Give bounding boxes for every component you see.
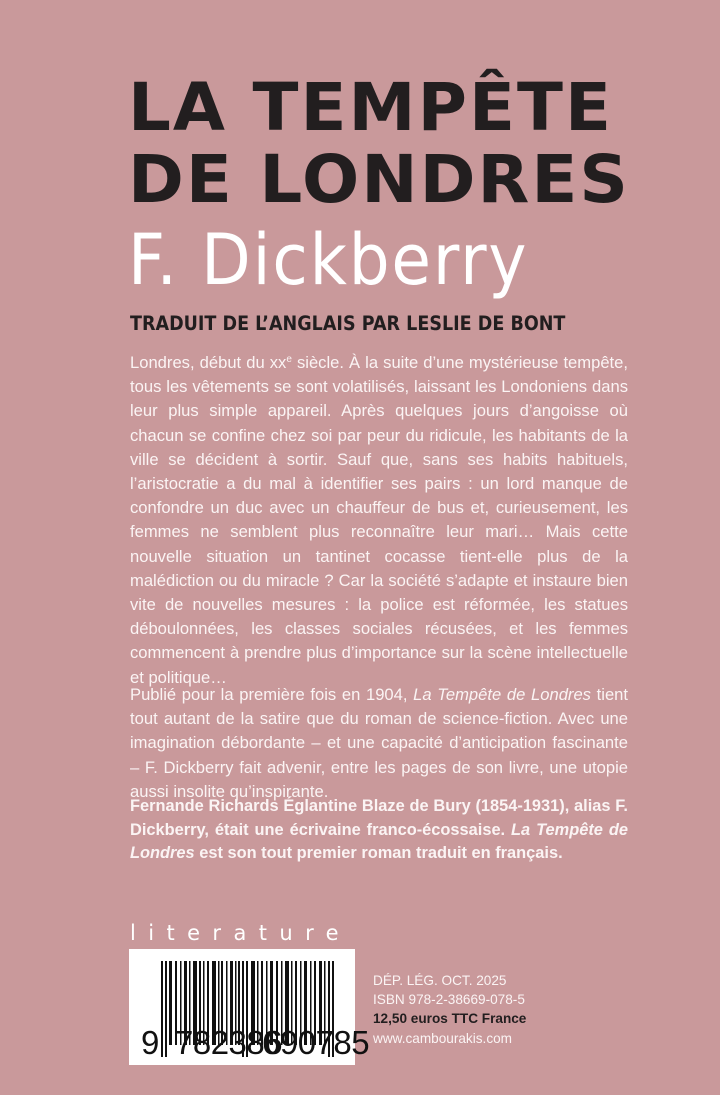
legal-info: [373, 971, 526, 1048]
isbn-text: ISBN 978-2-38669-078-5: [373, 992, 525, 1008]
collection-label: literature: [130, 921, 351, 945]
translator-credit: TRADUIT DE L’ANGLAIS PAR LESLIE DE BONT: [130, 312, 566, 335]
title-line-1: LA TEMPÊTE: [128, 69, 613, 146]
book-title: [128, 69, 658, 218]
bio-book-title: La Tempête de Londres: [130, 820, 628, 862]
price-text: 12,50 euros TTC France: [373, 1011, 527, 1027]
bio-rest: est son tout premier roman traduit en français.: [194, 844, 563, 862]
author-name: F. Dickberry: [128, 219, 529, 301]
author-bio: [130, 795, 628, 866]
blurb-p1-start: Londres, début du xx: [130, 353, 287, 372]
blurb-p2-start: Publié pour la première fois en 1904,: [130, 685, 414, 704]
blurb-p1-rest: siècle. À la suite d’une mystérieuse tempête, tous les vêtements se sont volatilisés, laissant les Londoniens dans leur plus simple appareil. Après quelques jours d’angoisse où chacun se confine chez soi par peur du ridicule, les habitants de la ville se décident à sortir. Sauf que, sans ses habits habituels, l’aristocratie a du mal à identifier ses pairs : un lord manque de confondre un duc avec un chauffeur de bus et, curieusement, les femmes ne semblent plus reconnaître leur mari… Mais cette nouvelle situation un tantinet cocasse tient-elle plus de la malédiction ou du miracle ? Car la société s’adapte et instaure bien vite de nouvelles mesures : la police est réformée, les statues déboulonnées, les classes sociales récusées, et les femmes commencent à prendre plus d’importance sur la scène intellectuelle et politique…: [130, 353, 629, 687]
barcode-group-2: 690785: [262, 1024, 370, 1061]
bio-start: Fernande Richards Églantine Blaze de Bury (1854-1931), alias F. Dickberry, était une écrivaine franco-écossaise.: [130, 797, 628, 839]
blurb-p2-book-title: La Tempête de Londres: [413, 685, 591, 704]
publisher-website: www.cambourakis.com: [373, 1030, 512, 1046]
blurb-paragraph-2: [130, 683, 628, 804]
blurb-paragraph-1: [130, 348, 628, 690]
title-line-2: DE LONDRES: [128, 141, 630, 218]
barcode-group-1: 782386: [175, 1024, 283, 1061]
isbn-barcode: [129, 949, 370, 1065]
barcode-first-digit: 9: [141, 1024, 160, 1061]
legal-deposit: DÉP. LÉG. OCT. 2025: [373, 973, 507, 988]
century-superscript: e: [286, 354, 292, 365]
blurb-p2-rest: tient tout autant de la satire que du roman de science-fiction. Avec une imagination débordante – et une capacité d’anticipation fascinante – F. Dickberry fait advenir, entre les pages de son livre, une utopie aussi insolite qu’inspirante.: [130, 685, 629, 801]
